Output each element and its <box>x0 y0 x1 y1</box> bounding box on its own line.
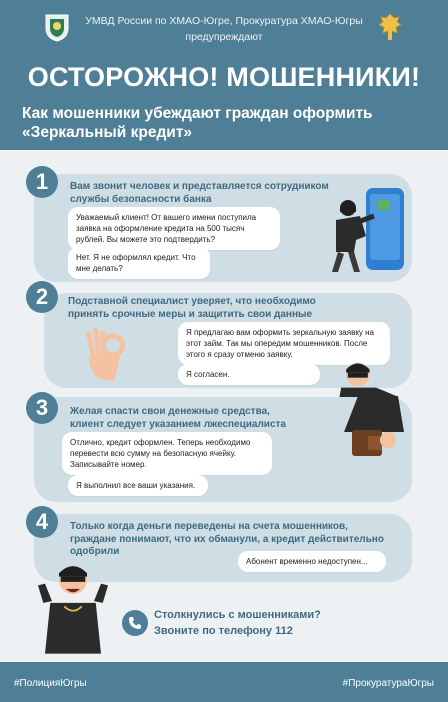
ok-hand-illustration <box>80 324 132 386</box>
phone-icon <box>122 610 148 636</box>
police-emblem-icon <box>44 12 70 42</box>
contact-question: Столкнулись с мошенниками? <box>154 609 321 621</box>
header-authorities <box>78 13 370 45</box>
step-4-title: Только когда деньги переведены на счета мошенников, граждане понимают, что их обманули, а кредит действительно одобрили <box>70 521 384 557</box>
phone-button[interactable] <box>122 610 148 636</box>
step-1-number: 1 <box>26 166 58 198</box>
step-2-bubble-1: Я предлагаю вам оформить зеркальную заявку на этот займ. Так мы опередим мошенников. После этого я сразу отменю заявку. <box>178 322 390 365</box>
phone-thief-illustration <box>326 186 416 274</box>
header-line2: предупреждают <box>185 31 263 43</box>
page-subtitle: Как мошенники убеждают граждан оформить «Зеркальный кредит» <box>22 105 373 141</box>
contact-block <box>122 605 322 645</box>
header-banner <box>0 0 448 150</box>
step-1-title: Вам звонит человек и представляется сотрудником службы безопасности банка <box>70 181 329 205</box>
step-2-number: 2 <box>26 281 58 313</box>
hashtag-police[interactable]: #ПолицияЮгры <box>14 678 87 689</box>
step-4-bubble-1: Абонент временно недоступен... <box>238 551 386 572</box>
step-1-bubble-2: Нет. Я не оформлял кредит. Что мне делать? <box>68 247 210 279</box>
step-2-bubble-2: Я согласен. <box>178 364 320 385</box>
contact-phone-number[interactable]: Звоните по телефону 112 <box>154 625 293 637</box>
step-3-bubble-2: Я выполнил все ваши указания. <box>68 475 208 496</box>
prosecutor-emblem-icon <box>377 12 403 42</box>
step-3-number: 3 <box>26 392 58 424</box>
footer-bar <box>0 662 448 702</box>
step-3-title: Желая спасти свои денежные средства, клиент следует указанием лжеспециалиста <box>70 406 286 430</box>
hashtag-prosecutor[interactable]: #ПрокуратураЮгры <box>342 678 434 689</box>
page-title: ОСТОРОЖНО! МОШЕННИКИ! <box>27 62 421 92</box>
step-1-bubble-1: Уважаемый клиент! От вашего имени поступила заявка на оформление кредита на 500 тысяч рублей. Вы можете это подтвердить? <box>68 207 280 250</box>
laughing-thief-illustration <box>38 553 108 658</box>
thief-wallet-illustration <box>338 392 408 472</box>
step-2-title: Подставной специалист уверяет, что необходимо принять срочные меры и защитить свои данные <box>68 296 316 320</box>
header-line1: УМВД России по ХМАО-Югре, Прокуратура ХМАО-Югры <box>85 15 363 27</box>
step-3-bubble-1: Отлично, кредит оформлен. Теперь необходимо перевести всю сумму на безопасную ячейку. Записывайте номер. <box>62 432 272 475</box>
step-4-number: 4 <box>26 506 58 538</box>
